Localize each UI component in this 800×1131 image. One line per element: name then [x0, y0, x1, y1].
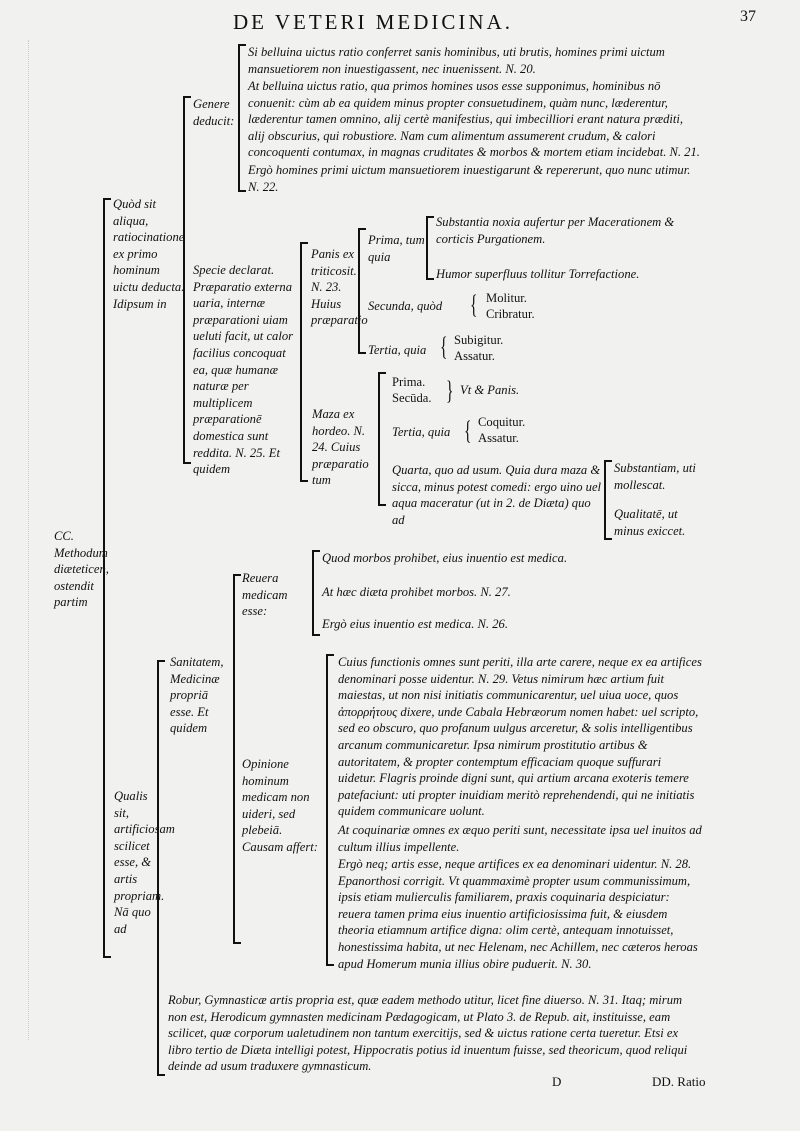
maza-tertia-brace: {: [464, 416, 472, 445]
branch2-bracket: [157, 660, 159, 1076]
genere-p2: At belluina uictus ratio, qua primos homines usos esse supponimus, hominibus nō conuenit: cùm ab ea quidem minus propter consuetudinem, quàm nunc, læderentur, læderentur tamen omnino, alij certè manifestius, qui imbecilliori erant natura præditi, alij obscurius, qui robustiore. Nam cum alimentum assumerent crudum, & calori concoquenti contumax, in magnas cruditates & morbos & mortem etiam incidebat. N. 21.: [248, 79, 700, 160]
root-bracket: [103, 198, 105, 958]
maza-quarta-b: Qualitatē, ut minus exiccet.: [614, 507, 686, 538]
maza-quarta: Quarta, quo ad usum. Quia dura maza & sicca, minus potest comedi: ergo uino uel aqua maceratur (ut in 2. de Diæta) quo ad: [392, 463, 602, 527]
opinione-bracket: [326, 654, 328, 966]
panis-tertia-brace: {: [440, 332, 448, 361]
panis-secunda-label: Secunda, quòd: [368, 299, 443, 313]
reuera-a: Quod morbos prohibet, eius inuentio est medica.: [322, 551, 568, 565]
panis-secunda-a: Molitur.: [486, 291, 527, 305]
maza-prima-brace: }: [446, 376, 454, 405]
branch2-label: Qualis sit, artificiosam scilicet esse, & artis propriam. Nā quo ad: [114, 789, 175, 936]
branch1-label: Quòd sit aliqua, ratiocinatione ex primo hominum uictu deducta. Idipsum in: [113, 197, 185, 311]
panis-prima-a: Substantia noxia aufertur per Macerationem & corticis Purgationem.: [436, 215, 675, 246]
reuera-bracket: [312, 550, 314, 636]
specie-bracket: [300, 242, 302, 482]
root-label: CC. Methodum diæteticen, ostendit partim: [54, 529, 109, 610]
genere-p3: Ergò homines primi uictum mansuetiorem inuestigarunt & repererunt, quo nunc utimur. N. 22.: [248, 163, 691, 194]
panis-prima-bracket: [426, 216, 428, 280]
genere-bracket: [238, 44, 240, 192]
maza-label: Maza ex hordeo. N. 24. Cuius præparatio tum: [312, 407, 369, 488]
catchword: DD. Ratio: [652, 1074, 706, 1089]
maza-tertia-label: Tertia, quia: [392, 425, 451, 439]
specie-label: Specie declarat. Præparatio externa uaria, internæ præparationi uiam ueluti facit, ut calor facilius concoquat ea, quæ humanæ naturæ per multiplicem præparationē domestica sunt reddita. N. 25. Et quidem: [193, 263, 294, 477]
panis-tertia-a: Subigitur.: [454, 333, 504, 347]
page-number: 37: [740, 8, 756, 25]
sanitatem-label: Sanitatem, Medicinæ propriā esse. Et quidem: [170, 655, 224, 736]
opinione-label: Opinione hominum medicam non uideri, sed plebeiā. Causam affert:: [242, 757, 318, 854]
panis-label: Panis ex triticosit. N. 23. Huius præparatio: [311, 247, 368, 328]
opinione-c: Ergò neq; artis esse, neque artifices ex ea denominari uidentur. N. 28. Epanorthosi corrigit. Vt quammaximè propter usum communissimum, ipsis etiam mulierculis familiarem, praxis coquinaria despiciatur: reuera tamen prima eius inuentio artificiosissima fuit, & eiusdem theoria etiamnum artifice digna: olim certè, antequam innotuisset, honestissima habita, ut nec Helenam, nec Achillem, nec cæteros heroas apud Homerum munia illius obire puduerit. N. 30.: [338, 857, 698, 971]
reuera-c: Ergò eius inuentio est medica. N. 26.: [322, 617, 508, 631]
signature-mark: D: [552, 1074, 562, 1089]
panis-bracket: [358, 228, 360, 354]
maza-prima: Prima.: [392, 375, 426, 389]
maza-tertia-b: Assatur.: [478, 431, 519, 445]
panis-secunda-b: Cribratur.: [486, 307, 535, 321]
maza-quarta-a: Substantiam, uti mollescat.: [614, 461, 696, 492]
reuera-b: At hæc diæta prohibet morbos. N. 27.: [322, 585, 511, 599]
panis-tertia-label: Tertia, quia: [368, 343, 427, 357]
maza-secunda: Secūda.: [392, 391, 432, 405]
page-title: DE VETERI MEDICINA.: [233, 10, 514, 34]
panis-prima-b: Humor superfluus tollitur Torrefactione.: [436, 267, 640, 281]
sanitatem-bracket: [233, 574, 235, 944]
robur-text: Robur, Gymnasticæ artis propria est, quæ eadem methodo utitur, licet fine diuerso. N. 31. Itaq; mirum non est, Herodicum gymnasten medicinam Pædagogicam, ut Plato 3. de Repub. ait, instituisse, eam scilicet, quæ corporum ualetudinem non tantum exercitijs, sed & uictus ratione certa tueretur. Etsi ex libro tertio de Diæta intelligi potest, Hippocratis potius id inuentum fuisse, sed theoricum, quod reliqui deinde ad usum traduxere gymnasticum.: [168, 993, 688, 1074]
panis-tertia-b: Assatur.: [454, 349, 495, 363]
maza-quarta-bracket: [604, 460, 606, 540]
bleed-through-left: [8, 40, 29, 1040]
panis-secunda-brace: {: [470, 290, 478, 319]
panis-prima-label: Prima, tum quia: [368, 233, 425, 264]
maza-prima-secunda-note: Vt & Panis.: [460, 383, 520, 397]
branch1-bracket: [183, 96, 185, 464]
opinione-b: At coquinariæ omnes ex æquo periti sunt, necessitate ipsa uel inuitos ad cultum illius impellente.: [338, 823, 702, 854]
reuera-label: Reuera medicam esse:: [242, 571, 288, 619]
opinione-a: Cuius functionis omnes sunt periti, illa arte carere, neque ex ea artifices denominari posse uidentur. N. 29. Vetus nimirum hæc artium fuit maiestas, ut non nisi initiatis communicarentur, uel uiua uoce, quos ἀπορρήτους dixere, unde Cabala Hebræorum nomen habet: uel scripto, sed eo obscuro, quo profanum uulgus arceretur, & solis intelligentibus arcanum communicaretur. Ipsa nimirum prostitutio artibus & autoritatem, & propter contemptum efficaciam quoque suffurari uidetur. Flagris proinde digni sunt, qui artium arcana exoteris temere patefaciunt: uti propter inuidiam meritò reprehendendi, qui ne initiatis quidem communicare uolunt.: [338, 655, 702, 819]
maza-bracket: [378, 372, 380, 506]
maza-tertia-a: Coquitur.: [478, 415, 526, 429]
genere-label: Genere deducit:: [193, 97, 235, 128]
genere-p1: Si belluina uictus ratio conferret sanis hominibus, uti brutis, homines primi uictum mansuetiorem non inuestigassent, nec inuenissent. N. 20.: [248, 45, 665, 76]
